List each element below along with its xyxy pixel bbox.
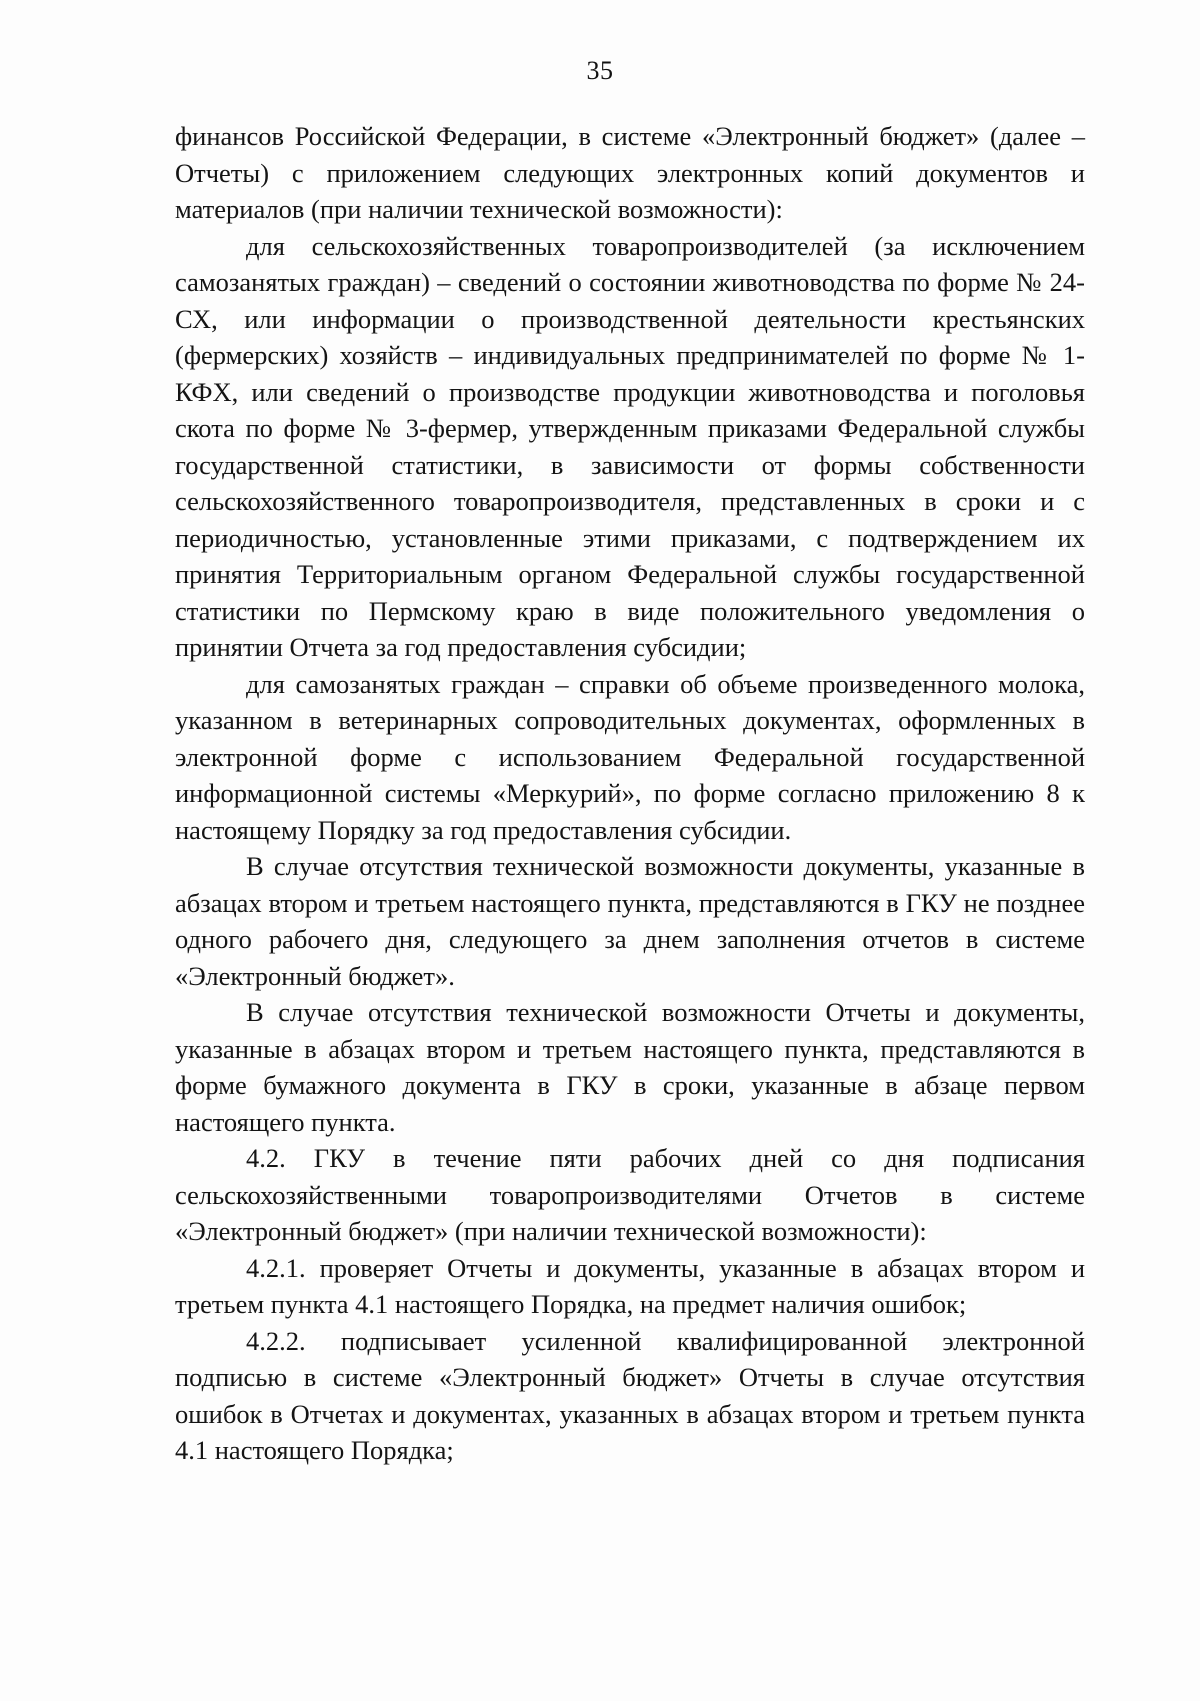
page-number: 35 [586, 56, 614, 85]
paragraph-6: 4.2. ГКУ в течение пяти рабочих дней со дня подписания сельскохозяйственными товаропроизводителями Отчетов в системе «Электронный бюджет» (при наличии технической возможности): [175, 1143, 1085, 1246]
paragraph-3: для самозанятых граждан – справки об объеме произведенного молока, указанном в ветеринарных сопроводительных документах, оформленных в электронной форме с использованием Федеральной государственной информационной системы «Меркурий», по форме согласно приложению 8 к настоящему Порядку за год предоставления субсидии. [175, 668, 1085, 845]
paragraph-8: 4.2.2. подписывает усиленной квалифицированной электронной подписью в системе «Электронный бюджет» Отчеты в случае отсутствия ошибок в Отчетах и документах, указанных в абзацах втором и третьем пункта 4.1 настоящего Порядка; [175, 1325, 1085, 1465]
paragraph-7: 4.2.1. проверяет Отчеты и документы, указанные в абзацах втором и третьем пункта 4.1 настоящего Порядка, на предмет наличия ошибок; [175, 1252, 1085, 1319]
paragraph-1: финансов Российской Федерации, в системе «Электронный бюджет» (далее – Отчеты) с приложением следующих электронных копий документов и материалов (при наличии технической возможности): [175, 121, 1085, 224]
paragraph-2: для сельскохозяйственных товаропроизводителей (за исключением самозанятых граждан) – сведений о состоянии животноводства по форме № 24-СХ, или информации о производственной деятельности крестьянских (фермерских) хозяйств – индивидуальных предпринимателей по форме № 1-КФХ, или сведений о производстве продукции животноводства и поголовья скота по форме № 3-фермер, утвержденным приказами Федеральной службы государственной статистики, в зависимости от формы собственности сельскохозяйственного товаропроизводителя, представленных в сроки и с периодичностью, установленные этими приказами, с подтверждением их принятия Территориальным органом Федеральной службы государственной статистики по Пермскому краю в виде положительного уведомления о принятии Отчета за год предоставления субсидии; [175, 230, 1085, 662]
paragraph-4: В случае отсутствия технической возможности документы, указанные в абзацах втором и третьем настоящего пункта, представляются в ГКУ не позднее одного рабочего дня, следующего за днем заполнения отчетов в системе «Электронный бюджет». [175, 851, 1085, 991]
paragraph-5: В случае отсутствия технической возможности Отчеты и документы, указанные в абзацах втором и третьем настоящего пункта, представляются в форме бумажного документа в ГКУ в сроки, указанные в абзаце первом настоящего пункта. [175, 997, 1085, 1137]
document-body [175, 118, 1085, 1469]
